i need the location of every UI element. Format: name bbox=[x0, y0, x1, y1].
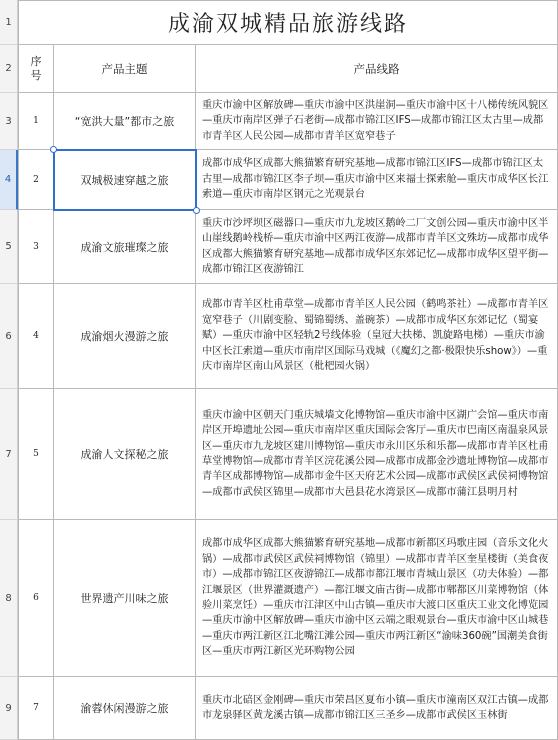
row-number[interactable]: 7 bbox=[19, 677, 54, 740]
row-header-1[interactable]: 1 bbox=[0, 0, 18, 45]
row-number[interactable]: 4 bbox=[19, 284, 54, 389]
row-header-4[interactable]: 4 bbox=[0, 150, 18, 210]
row-number[interactable]: 6 bbox=[19, 520, 54, 677]
row-theme-selected[interactable]: 双城极速穿越之旅 bbox=[54, 150, 196, 210]
row-header-2[interactable]: 2 bbox=[0, 45, 18, 93]
row-theme[interactable]: 世界遗产川味之旅 bbox=[54, 520, 196, 677]
header-number[interactable] bbox=[19, 45, 54, 93]
row-route[interactable]: 重庆市北碚区金刚碑—重庆市荣昌区夏布小镇—重庆市潼南区双江古镇—成都市龙泉驿区黄龙溪古镇—成都市锦江区三圣乡—成都市武侯区玉林街 bbox=[196, 677, 558, 740]
row-theme[interactable]: 成渝烟火漫游之旅 bbox=[54, 284, 196, 389]
row-route[interactable]: 成都市成华区成都大熊猫繁育研究基地—成都市新都区玛歌庄园（音乐文化火锅）—成都市武侯区武侯祠博物馆（锦里）—成都市青羊区奎星楼街（美食夜市）—成都市锦江区夜游锦江—成都市都江堰市青城山景区（功夫体验）—都江堰景区（世界灌溉遗产）—都江堰文庙古街—成都市郫都区川菜博物馆（体验川菜烹饪）—重庆市江津区中山古镇—重庆市大渡口区重庆工业文化博览园—重庆市渝中区解放碑—重庆市渝中区云端之眼观景台—重庆市渝中区山城巷—重庆市两江新区江北嘴江滩公园—重庆市两江新区“渝味360碗”国潮美食街区—重庆市两江新区光环购物公园 bbox=[196, 520, 558, 677]
header-number-label: 序号 bbox=[30, 54, 42, 82]
row-theme[interactable]: 成渝文旅璀璨之旅 bbox=[54, 210, 196, 284]
header-route[interactable]: 产品线路 bbox=[196, 45, 558, 93]
row-number[interactable]: 1 bbox=[19, 93, 54, 150]
sheet-title[interactable]: 成渝双城精品旅游线路 bbox=[18, 0, 558, 45]
row-route[interactable]: 成都市青羊区杜甫草堂—成都市青羊区人民公园（鹤鸣茶社）—成都市青羊区宽窄巷子（川剧变脸、蜀锦蜀绣、盖碗茶）—成都市成华区东郊记忆（蜀宴赋）—重庆市渝中区轻轨2号线体验（皇冠大扶梯、凯旋路电梯）—重庆市渝中区长江索道—重庆市南岸区国际马戏城（《魔幻之都·极限快乐show》）—重庆市南岸区南山风景区（枇杷园火锅） bbox=[196, 284, 558, 389]
row-route[interactable]: 重庆市沙坪坝区磁器口—重庆市九龙坡区鹅岭二厂文创公园—重庆市渝中区半山崖线鹅岭栈桥—重庆市渝中区两江夜游—成都市青羊区文殊坊—成都市成华区成都大熊猫繁育研究基地—成都市成华区东郊记忆—成都市成华区望平街—成都市锦江区夜游锦江 bbox=[196, 210, 558, 284]
row-theme[interactable]: “宽洪大量”都市之旅 bbox=[54, 93, 196, 150]
row-header-8[interactable]: 8 bbox=[0, 520, 18, 677]
row-header-9[interactable]: 9 bbox=[0, 677, 18, 740]
selection-handle-bottom-right[interactable] bbox=[193, 207, 200, 214]
row-route[interactable]: 重庆市渝中区解放碑—重庆市渝中区洪崖洞—重庆市渝中区十八梯传统风貌区—重庆市南岸区弹子石老街—成都市锦江区IFS—成都市锦江区太古里—成都市青羊区人民公园—成都市青羊区宽窄巷子 bbox=[196, 93, 558, 150]
header-theme[interactable]: 产品主题 bbox=[54, 45, 196, 93]
row-header-3[interactable]: 3 bbox=[0, 93, 18, 150]
selection-handle-top-left[interactable] bbox=[50, 146, 57, 153]
row-header-7[interactable]: 7 bbox=[0, 389, 18, 520]
row-header-6[interactable]: 6 bbox=[0, 284, 18, 389]
row-route[interactable]: 重庆市渝中区朝天门重庆城墙文化博物馆—重庆市渝中区湖广会馆—重庆市南岸区开埠遗址公园—重庆市南岸区重庆国际会客厅—重庆市巴南区南温泉风景区—重庆市九龙坡区建川博物馆—重庆市永川区乐和乐都—成都市青羊区杜甫草堂博物馆—成都市青羊区浣花溪公园—成都市成都金沙遗址博物馆—成都市青羊区成都博物馆—成都市金牛区天府艺术公园—成都市武侯区武侯祠博物馆—成都市武侯区锦里—成都市大邑县花水湾景区—成都市蒲江县明月村 bbox=[196, 389, 558, 520]
row-theme[interactable]: 渝蓉休闲漫游之旅 bbox=[54, 677, 196, 740]
row-number[interactable]: 3 bbox=[19, 210, 54, 284]
row-theme[interactable]: 成渝人文探秘之旅 bbox=[54, 389, 196, 520]
row-header-5[interactable]: 5 bbox=[0, 210, 18, 284]
row-number[interactable]: 5 bbox=[19, 389, 54, 520]
row-route[interactable]: 成都市成华区成都大熊猫繁育研究基地—成都市锦江区IFS—成都市锦江区太古里—成都市锦江区李子坝—重庆市渝中区来福士探索舱—重庆市成华区长江索道—重庆市南岸区钢元之光观景台 bbox=[196, 150, 558, 210]
row-number[interactable]: 2 bbox=[19, 150, 54, 210]
